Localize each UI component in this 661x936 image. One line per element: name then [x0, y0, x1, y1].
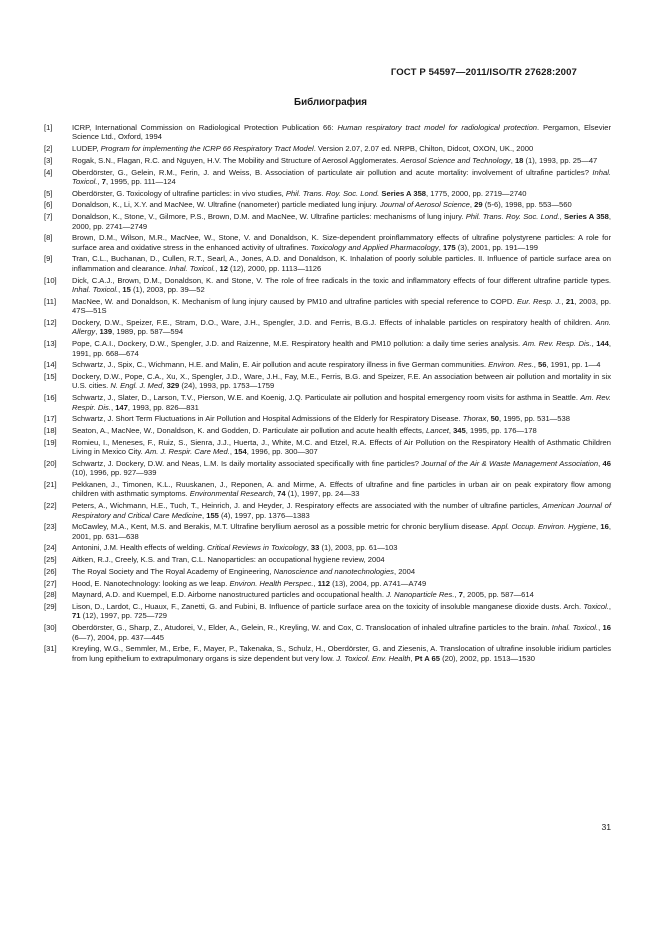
reference-number: [16]: [44, 393, 57, 403]
reference-segment: Rogak, S.N., Flagan, R.C. and Nguyen, H.V. The Mobility and Structure of Aerosol Agglomerates.: [72, 155, 401, 165]
reference-segment: (4), 1997, pp. 1376—1383: [218, 510, 310, 520]
reference-segment: ,: [229, 447, 235, 457]
reference-item: [44, 555, 611, 564]
reference-text: [72, 156, 611, 165]
reference-item: [44, 623, 611, 642]
reference-text: [72, 318, 611, 337]
reference-item: [44, 501, 611, 520]
reference-segment: Schwartz, J. Short Term Fluctuations in Air Pollution and Hospital Admissions of the Elderly for Respiratory Disease.: [72, 414, 463, 424]
reference-volume: 71: [72, 611, 81, 621]
reference-segment: (24), 1993, pp. 1753—1759: [179, 381, 275, 391]
reference-item: [44, 123, 611, 142]
reference-volume: 7: [101, 177, 106, 187]
reference-number: [15]: [44, 371, 57, 381]
reference-number: [27]: [44, 578, 57, 588]
reference-segment: Pekkanen, J., Timonen, K.L., Ruuskanen, J., Reponen, A. and Mirme, A. Effects of ultrafine and fine particles in urban air on peak expiratory flow among children with asthmatic symptoms.: [72, 479, 611, 499]
reference-source-title: Lancet: [426, 425, 449, 435]
reference-item: [44, 200, 611, 209]
reference-source-title: N. Engl. J. Med: [110, 381, 163, 391]
reference-volume: 155: [206, 510, 219, 520]
reference-volume: 12: [219, 263, 228, 273]
reference-segment: ,: [438, 242, 443, 252]
reference-text: [72, 414, 611, 423]
reference-number: [9]: [44, 254, 53, 264]
bibliography-list: [44, 123, 611, 665]
reference-number: [31]: [44, 644, 57, 654]
reference-segment: Aitken, R.J., Creely, K.S. and Tran, C.L. Nanoparticles: an occupational hygiene review, 2004: [72, 555, 385, 565]
reference-text: [72, 602, 611, 621]
reference-item: [44, 579, 611, 588]
reference-number: [14]: [44, 360, 57, 370]
reference-text: [72, 567, 611, 576]
reference-text: [72, 276, 611, 295]
reference-text: [72, 254, 611, 273]
reference-text: [72, 144, 611, 153]
reference-item: [44, 254, 611, 273]
reference-segment: ,: [595, 522, 601, 532]
reference-segment: , 1991, pp. 668—674: [72, 339, 611, 358]
reference-text: [72, 233, 611, 252]
reference-source-title: Environ. Health Perspec.: [229, 578, 314, 588]
reference-segment: (1), 1997, pp. 24—33: [285, 489, 360, 499]
reference-segment: ,: [162, 381, 167, 391]
reference-volume: 33: [310, 543, 320, 553]
reference-item: [44, 438, 611, 457]
reference-segment: Tran, C.L., Buchanan, D., Cullen, R.T., Searl, A., Jones, A.D. and Donaldson, K. Inhalation of poorly soluble particles. II. Influence of particle surface area on inflammation and clearance.: [72, 254, 611, 273]
reference-segment: ,: [598, 458, 603, 468]
reference-segment: ,: [561, 296, 566, 306]
reference-segment: , 2005, pp. 587—614: [462, 590, 534, 600]
reference-segment: ,: [598, 623, 603, 633]
reference-text: [72, 426, 611, 435]
reference-text: [72, 555, 611, 564]
reference-source-title: Eur. Resp. J.: [516, 296, 562, 306]
reference-segment: , 1989, pp. 587—594: [112, 327, 184, 337]
reference-volume: Series A 358: [564, 212, 609, 222]
reference-text: [72, 189, 611, 198]
reference-source-title: Inhal. Toxicol.: [72, 167, 611, 187]
reference-segment: ,: [95, 327, 100, 337]
reference-volume: 147: [115, 402, 128, 412]
reference-segment: , 1996, pp. 300—307: [246, 447, 318, 457]
reference-segment: (12), 2000, pp. 1113—1126: [227, 263, 322, 273]
reference-segment: , 1993, pp. 826—831: [127, 402, 199, 412]
reference-segment: Dockery, D.W., Pope, C.A., Xu, X., Spengler, J.D., Ware, J.H., Fay, M.E., Ferris, B.G. and Speizer, F.E. An association between air pollution and mortality in six U.S. cities.: [72, 371, 611, 391]
reference-volume: 154: [234, 447, 247, 457]
page-title: Библиография: [294, 97, 367, 108]
reference-volume: 56: [537, 360, 547, 370]
reference-number: [26]: [44, 566, 57, 576]
reference-segment: Pope, C.A.I., Dockery, D.W., Spengler, J.D. and Raizenne, M.E. Respiratory health and PM10 pollution: a daily time series analysis.: [72, 339, 523, 349]
reference-text: [72, 360, 611, 369]
reference-source-title: Environ. Res.: [488, 360, 534, 370]
reference-segment: ,: [591, 339, 597, 349]
reference-number: [23]: [44, 522, 57, 532]
reference-source-title: Thorax: [462, 414, 487, 424]
reference-segment: The Royal Society and The Royal Academy of Engineering,: [72, 566, 274, 576]
reference-item: [44, 644, 611, 663]
reference-segment: (3), 2001, pp. 191—199: [455, 242, 538, 252]
reference-source-title: Critical Reviews in Toxicology: [206, 543, 307, 553]
reference-segment: (5-6), 1998, pp. 553—560: [482, 200, 572, 210]
reference-item: [44, 212, 611, 231]
reference-number: [10]: [44, 275, 57, 285]
reference-segment: ,: [486, 414, 491, 424]
reference-text: [72, 297, 611, 316]
reference-segment: Kreyling, W.G., Semmler, M., Erbe, F., Mayer, P., Takenaka, S., Schulz, H., Oberdörster, G. and Ziesenis, A. Translocation of ultrafine insoluble iridium particles from lung epithelium to extrapulmonary organs is size dependent but very low.: [72, 644, 611, 663]
reference-segment: ,: [215, 263, 220, 273]
reference-number: [30]: [44, 623, 57, 633]
reference-item: [44, 372, 611, 391]
reference-segment: (6—7), 2004, pp. 437—445: [72, 632, 165, 642]
reference-segment: ICRP, International Commission on Radiological Protection Publication 66:: [72, 123, 338, 132]
reference-number: [8]: [44, 233, 53, 243]
reference-item: [44, 426, 611, 435]
reference-volume: 18: [514, 155, 524, 165]
reference-volume: 16: [600, 522, 609, 532]
reference-source-title: J. Toxicol. Env. Health: [336, 653, 411, 663]
reference-text: [72, 522, 611, 541]
reference-number: [4]: [44, 167, 53, 177]
reference-text: [72, 501, 611, 520]
reference-number: [17]: [44, 414, 57, 424]
reference-segment: (1), 2003, pp. 39—52: [130, 285, 205, 295]
reference-segment: Dockery, D.W., Speizer, F.E., Stram, D.O., Ware, J.H., Spengler, J.D. and Ferris, B.G.J. Effects of inhalable particles on respiratory health of children.: [72, 317, 596, 327]
reference-source-title: Inhal. Toxicol.: [551, 623, 599, 633]
reference-volume: 175: [442, 242, 456, 252]
reference-volume: 144: [596, 339, 609, 349]
reference-item: [44, 480, 611, 499]
reference-text: [72, 212, 611, 231]
reference-segment: , 1995, pp. 176—178: [465, 425, 537, 435]
reference-source-title: Journal of Aerosol Science: [379, 200, 470, 210]
reference-text: [72, 372, 611, 391]
reference-segment: ,: [202, 510, 207, 520]
reference-item: [44, 543, 611, 552]
reference-number: [3]: [44, 155, 53, 165]
reference-source-title: Environmental Research: [189, 489, 273, 499]
reference-number: [5]: [44, 188, 53, 198]
reference-source-title: American Journal of Respiratory and Critical Care Medicine: [72, 501, 611, 520]
reference-segment: Hood, E. Nanotechnology: looking as we leap.: [72, 578, 230, 588]
reference-source-title: Phil. Trans. Roy. Soc. Lond.: [285, 188, 380, 198]
reference-source-title: Toxicol.: [583, 601, 609, 611]
reference-segment: Romieu, I., Meneses, F., Ruiz, S., Sienra, J.J., Huerta, J., White, M.C. and Etzel, R.A. Effects of Air Pollution on the Respiratory Health of Asthmatic Children Living in Mexico City.: [72, 437, 611, 457]
reference-segment: ,: [559, 212, 565, 222]
reference-segment: , 1995, pp. 531—538: [499, 414, 570, 424]
reference-segment: , 2000, pp. 2741—2749: [72, 212, 612, 231]
reference-text: [72, 339, 611, 358]
reference-segment: Oberdörster, G., Gelein, R.M., Ferin, J. and Weiss, B. Association of particulate air pollution and acute mortality: involvement of ultrafine particles?: [72, 167, 593, 177]
reference-segment: Maynard, A.D. and Kuempel, E.D. Airborne nanostructured particles and occupational health.: [72, 590, 387, 600]
reference-segment: ,: [448, 425, 454, 435]
reference-item: [44, 276, 611, 295]
reference-number: [6]: [44, 200, 53, 210]
reference-source-title: Human respiratory tract model for radiological protection: [337, 123, 538, 132]
page-number: 31: [601, 822, 611, 832]
reference-item: [44, 393, 611, 412]
reference-source-title: Am. J. Respir. Care Med.: [144, 447, 230, 457]
reference-item: [44, 156, 611, 165]
reference-volume: 74: [277, 489, 286, 499]
reference-number: [7]: [44, 212, 53, 222]
reference-segment: (13), 2004, pp. A741—A749: [329, 578, 427, 588]
reference-segment: ,: [608, 601, 611, 611]
reference-segment: Dick, C.A.J., Brown, D.M., Donaldson, K. and Stone, V. The role of free radicals in the toxic and inflammatory effects of four different ultrafine particle types.: [72, 275, 611, 285]
reference-source-title: Nanoscience and nanotechnologies: [273, 566, 394, 576]
reference-text: [72, 393, 611, 412]
reference-text: [72, 459, 611, 478]
reference-segment: MacNee, W. and Donaldson, K. Mechanism of lung injury caused by PM10 and ultrafine particles with special reference to COPD.: [72, 296, 517, 306]
reference-source-title: Ann. Allergy: [72, 317, 611, 337]
reference-segment: (20), 2002, pp. 1513—1530: [439, 653, 535, 663]
reference-volume: 7: [458, 590, 463, 600]
reference-number: [1]: [44, 123, 53, 132]
reference-segment: Schwartz, J., Spix, C., Wichmann, H.E. and Malin, E. Air pollution and acute respiratory illness in five German communities.: [72, 360, 489, 370]
reference-item: [44, 590, 611, 599]
reference-source-title: Inhal. Toxicol.: [169, 263, 216, 273]
reference-segment: ,: [454, 590, 459, 600]
reference-text: [72, 480, 611, 499]
reference-segment: ,: [110, 402, 116, 412]
reference-volume: 21: [565, 296, 575, 306]
reference-source-title: J. Nanoparticle Res.: [386, 590, 455, 600]
reference-text: [72, 200, 611, 209]
reference-segment: Lison, D., Lardot, C., Huaux, F., Zanetti, G. and Fubini, B. Influence of particle surface area on the toxicity of insoluble manganese dioxide dusts. Arch.: [72, 601, 584, 611]
reference-source-title: Aerosol Science and Technology: [400, 155, 511, 165]
reference-number: [29]: [44, 601, 57, 611]
reference-volume: 50: [490, 414, 500, 424]
reference-segment: , 2004: [393, 566, 416, 576]
reference-item: [44, 189, 611, 198]
reference-segment: , 2003, pp. 47S—51S: [72, 296, 611, 316]
reference-segment: , 1991, pp. 1—4: [546, 360, 601, 370]
reference-segment: McCawley, M.A., Kent, M.S. and Berakis, M.T. Ultrafine beryllium aerosol as a possible metric for chronic beryllium disease.: [72, 522, 492, 532]
reference-text: [72, 590, 611, 599]
reference-segment: ,: [306, 543, 311, 553]
reference-segment: , 1995, pp. 111—124: [105, 177, 176, 187]
reference-volume: 46: [602, 458, 611, 468]
reference-text: [72, 123, 611, 142]
reference-segment: ,: [313, 578, 318, 588]
reference-number: [11]: [44, 296, 57, 306]
reference-segment: Schwartz, J. Dockery, D.W. and Neas, L.M. Is daily mortality associated specifically with fine particles?: [72, 458, 422, 468]
reference-segment: ,: [469, 200, 475, 210]
reference-number: [22]: [44, 501, 57, 511]
reference-segment: Oberdörster, G., Sharp, Z., Atudorei, V., Elder, A., Gelein, R., Kreyling, W. and Cox, C. Translocation of inhaled ultrafine particles to the brain.: [72, 623, 552, 633]
reference-number: [28]: [44, 590, 57, 600]
reference-segment: . Version 2.07, 2.07 ed. NRPB, Chilton, Didcot, OXON, UK., 2000: [313, 144, 534, 154]
reference-item: [44, 339, 611, 358]
reference-item: [44, 414, 611, 423]
reference-segment: ,: [510, 155, 515, 165]
reference-segment: , 1775, 2000, pp. 2719—2740: [426, 188, 527, 198]
reference-text: [72, 543, 611, 552]
reference-item: [44, 459, 611, 478]
reference-segment: ,: [410, 653, 415, 663]
reference-segment: LUDEP,: [72, 144, 101, 154]
reference-segment: Schwartz, J., Slater, D., Larson, T.V., Pierson, W.E. and Koenig, J.Q. Particulate air pollution and hospital emergency room visits for asthma in Seattle.: [72, 393, 581, 403]
reference-text: [72, 579, 611, 588]
reference-volume: 16: [602, 623, 611, 633]
reference-segment: . Pergamon, Elsevier Science Ltd., Oxford, 1994: [72, 123, 611, 142]
reference-source-title: Toxicology and Applied Pharmacology: [310, 242, 439, 252]
reference-source-title: Am. Rev. Respir. Dis.: [72, 393, 611, 412]
reference-volume: Pt A 65: [414, 653, 440, 663]
reference-text: [72, 623, 611, 642]
reference-number: [2]: [44, 144, 53, 154]
reference-source-title: Program for implementing the ICRP 66 Respiratory Tract Model: [100, 144, 314, 154]
reference-volume: Series A 358: [381, 188, 427, 198]
reference-text: [72, 168, 611, 187]
reference-item: [44, 360, 611, 369]
reference-item: [44, 144, 611, 153]
reference-item: [44, 522, 611, 541]
reference-number: [19]: [44, 437, 57, 447]
reference-source-title: Appl. Occup. Environ. Hygiene: [491, 522, 596, 532]
reference-number: [20]: [44, 458, 57, 468]
reference-segment: ,: [272, 489, 278, 499]
reference-segment: Peters, A., Wichmann, H.E., Tuch, T., Heinrich, J. and Heyder, J. Respiratory effects are associated with the number of ultrafine particles,: [72, 501, 543, 511]
reference-segment: Seaton, A., MacNee, W., Donaldson, K. and Godden, D. Particulate air pollution and acute health effects,: [72, 425, 427, 435]
reference-text: [72, 644, 611, 663]
reference-number: [21]: [44, 479, 57, 489]
reference-source-title: Inhal. Toxicol.: [72, 285, 119, 295]
reference-item: [44, 602, 611, 621]
reference-segment: Antonini, J.M. Health effects of welding.: [72, 543, 207, 553]
reference-segment: Donaldson, K., Stone, V., Gilmore, P.S., Brown, D.M. and MacNee, W. Ultrafine particles: mechanisms of lung injury.: [72, 212, 466, 222]
reference-segment: ,: [533, 360, 538, 370]
reference-number: [12]: [44, 317, 57, 327]
reference-item: [44, 168, 611, 187]
reference-volume: 112: [317, 578, 330, 588]
reference-number: [24]: [44, 543, 57, 553]
reference-item: [44, 318, 611, 337]
reference-source-title: Phil. Trans. Roy. Soc. Lond.: [465, 212, 560, 222]
reference-segment: ,: [97, 177, 102, 187]
reference-segment: (1), 1993, pp. 25—47: [523, 155, 598, 165]
reference-volume: 139: [99, 327, 113, 337]
reference-item: [44, 297, 611, 316]
reference-item: [44, 567, 611, 576]
reference-segment: ,: [118, 285, 123, 295]
reference-source-title: Am. Rev. Resp. Dis.: [522, 339, 592, 349]
reference-text: [72, 438, 611, 457]
standard-designation: ГОСТ Р 54597—2011/ISO/TR 27628:2007: [390, 67, 577, 78]
reference-segment: (10), 1996, pp. 927—939: [72, 468, 157, 478]
reference-segment: Brown, D.M., Wilson, M.R., MacNee, W., Stone, V. and Donaldson, K. Size-dependent proinflammatory effects of ultrafine polystyrene particles: A role for surface area and oxidative stress in the enhanced activity of ultrafines.: [72, 233, 611, 252]
reference-segment: (12), 1997, pp. 725—729: [80, 611, 167, 621]
reference-segment: Donaldson, K., Li, X.Y. and MacNee, W. Ultrafine (nanometer) particle mediated lung injury.: [72, 200, 380, 210]
reference-number: [13]: [44, 339, 57, 349]
reference-number: [18]: [44, 425, 57, 435]
reference-segment: (1), 2003, pp. 61—103: [319, 543, 398, 553]
reference-item: [44, 233, 611, 252]
reference-volume: 329: [166, 381, 180, 391]
reference-segment: Oberdörster, G. Toxicology of ultrafine particles: in vivo studies,: [72, 188, 286, 198]
reference-source-title: Journal of the Air & Waste Management Association: [421, 458, 599, 468]
reference-segment: , 2001, pp. 631—638: [72, 522, 611, 541]
reference-volume: 345: [453, 425, 466, 435]
reference-number: [25]: [44, 555, 57, 565]
reference-volume: 29: [474, 200, 483, 210]
reference-volume: 15: [122, 285, 131, 295]
